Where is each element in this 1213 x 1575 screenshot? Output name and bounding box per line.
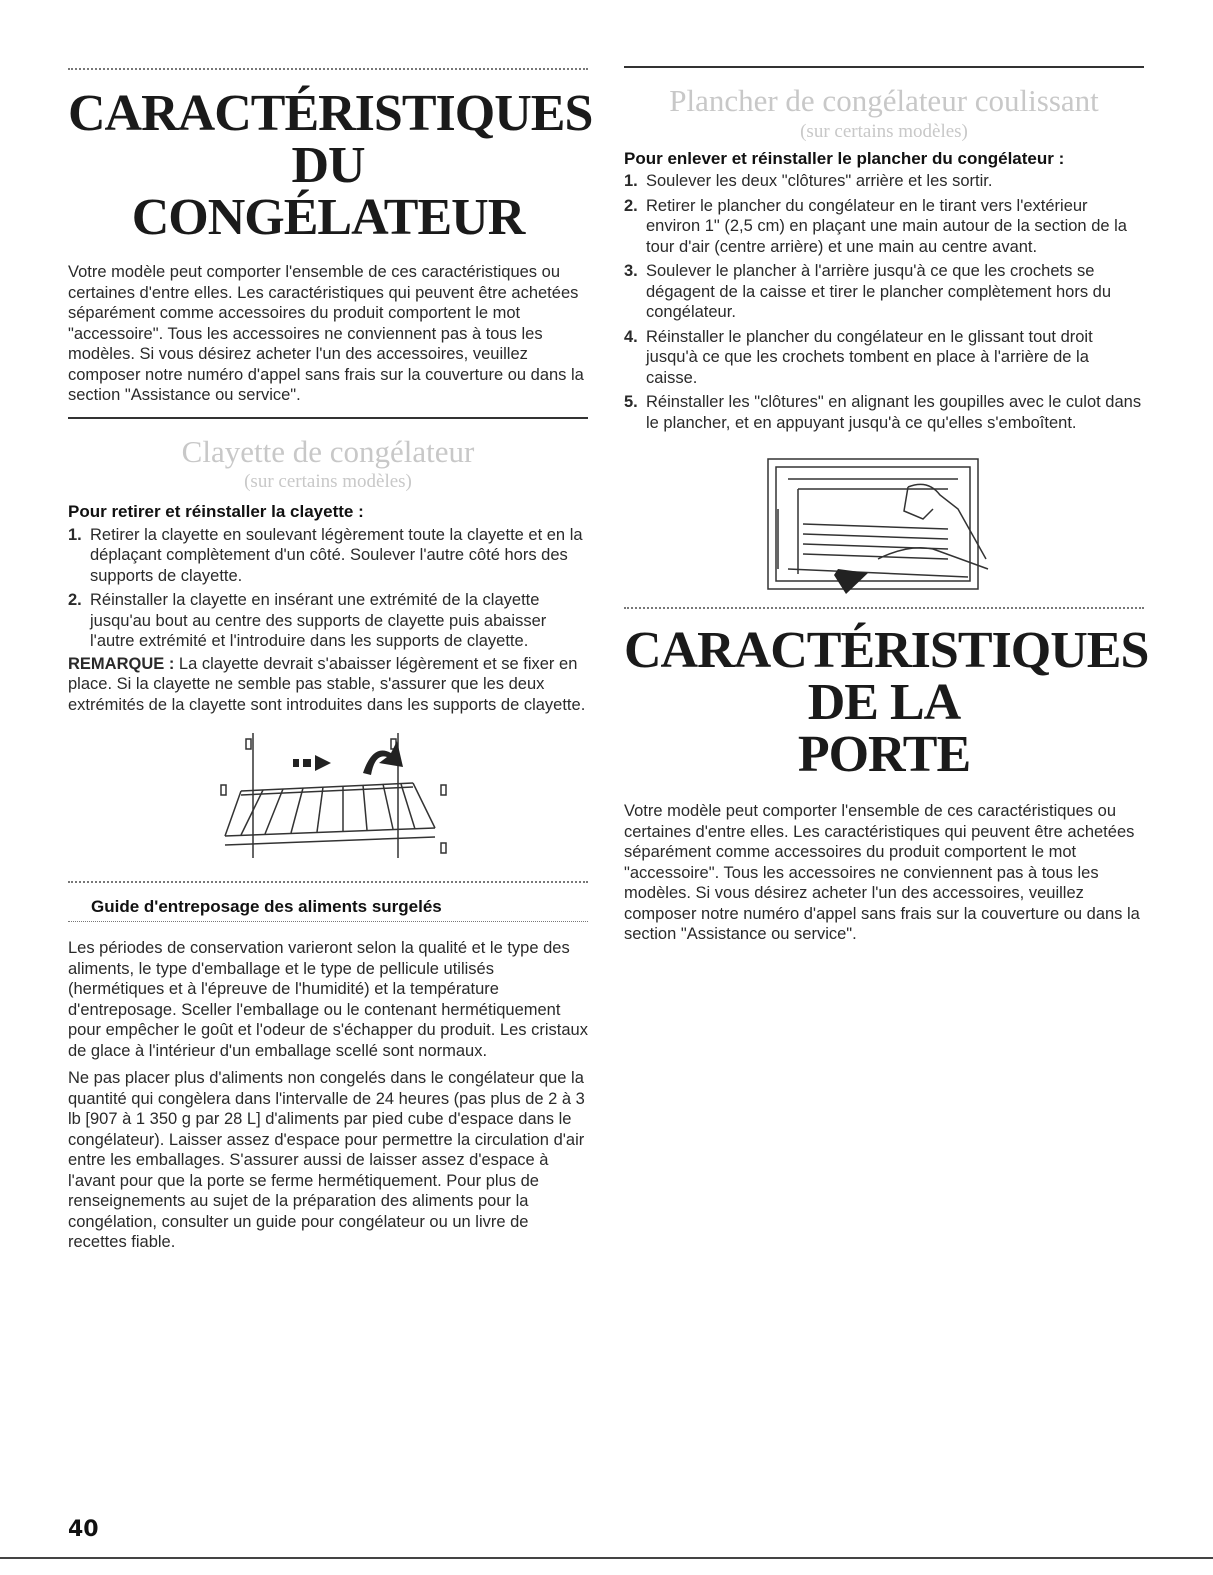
shelf-step-number: 2. (68, 591, 82, 609)
floor-instructions-heading: Pour enlever et réinstaller le plancher du congélateur : (624, 149, 1065, 168)
floor-step-number: 4. (624, 327, 638, 346)
shelf-steps-list (68, 525, 588, 652)
floor-step-number: 3. (624, 262, 638, 280)
floor-step-text: Soulever les deux "clôtures" arrière et les sortir. (646, 172, 993, 190)
floor-step (624, 261, 1144, 323)
shelf-section-rule (68, 417, 588, 419)
shelf-step-number: 1. (68, 525, 82, 544)
left-column (68, 0, 593, 1253)
floor-step (624, 196, 1144, 258)
frozen-food-guide-title: Guide d'entreposage des aliments surgelés (91, 897, 442, 916)
floor-step-text: Retirer le plancher du congélateur en le tirant vers l'extérieur environ 1" (2,5 cm) en plaçant une main autour de la section de la tour d'air (centre arrière) et une main au centre avant. (646, 196, 1127, 256)
floor-step-number: 1. (624, 172, 638, 190)
frozen-food-guide-paragraph-2: Ne pas placer plus d'aliments non congelés dans le congélateur que la quantité qui congèlera dans l'intervalle de 24 heures (pas plus de 2 à 3 lb [907 à 1 350 g par 28 L] d'aliments par pied cube d'espace dans le congélateur). Laisser assez d'espace pour permettre la circulation d'air entre les emballages. S'assurer aussi de laisser assez d'espace à l'avant pour que la porte se ferme hermétiquement. Pour plus de renseignements au sujet de la préparation des aliments pour la congélation, consulter un guide pour congélateur ou un livre de recettes fiable. (68, 1069, 585, 1251)
bottom-rule (0, 1557, 1213, 1559)
shelf-section-note: (sur certains modèles) (244, 470, 412, 492)
shelf-illustration-drawing (203, 733, 453, 868)
floor-step-text: Soulever le plancher à l'arrière jusqu'à ce que les crochets se dégagent de la caisse et tirer le plancher complètement hors du congélateur. (646, 262, 1112, 321)
shelf-step (68, 525, 588, 587)
page-number: 40 (68, 1517, 99, 1542)
top-dotted-rule (68, 68, 588, 70)
shelf-illustration (203, 733, 453, 868)
floor-section-note: (sur certains modèles) (800, 121, 968, 142)
floor-steps-list (624, 171, 1144, 433)
freezer-floor-illustration (758, 449, 998, 599)
guide-bottom-rule (68, 921, 588, 922)
floor-section-rule (624, 66, 1144, 68)
remark-text: La clayette devrait s'abaisser légèrement et se fixer en place. Si la clayette ne semble pas stable, s'assurer que les deux extrémités de la clayette sont introduites dans les supports de clayette. (68, 654, 586, 714)
freezer-features-title (68, 85, 593, 246)
shelf-step-text: Réinstaller la clayette en insérant une extrémité de la clayette jusqu'au bout au centre des supports de clayette puis abaisser l'autre extrémité et l'introduire dans les supports de clayette. (90, 591, 547, 650)
floor-step-text: Réinstaller le plancher du congélateur en le glissant tout droit jusqu'à ce que les crochets tombent en place à l'arrière de la caisse. (646, 327, 1093, 387)
shelf-remark (68, 654, 588, 716)
remark-label: REMARQUE : (68, 654, 175, 673)
freezer-features-title-line2: CONGÉLATEUR (131, 189, 525, 246)
floor-step-text: Réinstaller les "clôtures" en alignant les goupilles avec le culot dans le plancher, et en appuyant jusqu'à ce qu'elles s'emboîtent. (646, 393, 1142, 432)
floor-step (624, 171, 1144, 192)
door-section-top-rule (624, 607, 1144, 609)
shelf-step-text: Retirer la clayette en soulevant légèrement toute la clayette et en la déplaçant complètement d'un côté. Soulever l'autre côté hors des supports de clayette. (90, 525, 583, 585)
door-features-title-line2: PORTE (797, 726, 971, 783)
door-features-title-line1: CARACTÉRISTIQUES DE LA (624, 622, 1149, 731)
floor-section-title: Plancher de congélateur coulissant (669, 83, 1099, 118)
freezer-floor-illustration-drawing (758, 449, 998, 599)
door-features-intro: Votre modèle peut comporter l'ensemble de ces caractéristiques ou certaines d'entre elles. Les caractéristiques qui peuvent être achetées séparément comme accessoires du produit comportent le mot "accessoire". Tous les accessoires ne conviennent pas à tous les modèles. Si vous désirez acheter l'un des accessoires, veuillez composer notre numéro d'appel sans frais sur la couverture ou dans la section "Assistance ou service". (624, 802, 1140, 943)
frozen-food-guide-paragraph-1: Les périodes de conservation varieront selon la qualité et le type des aliments, le type d'emballage et le type de pellicule utilisés (hermétiques et à l'épreuve de l'humidité) et la température d'entreposage. Sceller l'emballage ou le contenant hermétiquement pour empêcher le goût et l'odeur de s'échapper du produit. Les cristaux de glace à l'intérieur d'un emballage scellé sont normaux. (68, 939, 588, 1060)
floor-step-number: 5. (624, 393, 638, 411)
guide-top-rule (68, 881, 588, 883)
floor-step (624, 327, 1144, 389)
freezer-features-intro: Votre modèle peut comporter l'ensemble de ces caractéristiques ou certaines d'entre elles. Les caractéristiques qui peuvent être achetées séparément comme accessoires du produit comportent le mot "accessoire". Tous les accessoires ne conviennent pas à tous les modèles. Si vous désirez acheter l'un des accessoires, veuillez composer notre numéro d'appel sans frais sur la couverture ou dans la section "Assistance ou service". (68, 263, 584, 404)
floor-step-number: 2. (624, 196, 638, 215)
shelf-step (68, 590, 588, 652)
freezer-features-title-line1: CARACTÉRISTIQUES DU (68, 85, 593, 194)
right-column (624, 0, 1149, 945)
floor-step (624, 392, 1144, 433)
shelf-instructions-heading: Pour retirer et réinstaller la clayette : (68, 501, 364, 521)
door-features-title (624, 622, 1149, 783)
shelf-section-title: Clayette de congélateur (181, 433, 475, 469)
